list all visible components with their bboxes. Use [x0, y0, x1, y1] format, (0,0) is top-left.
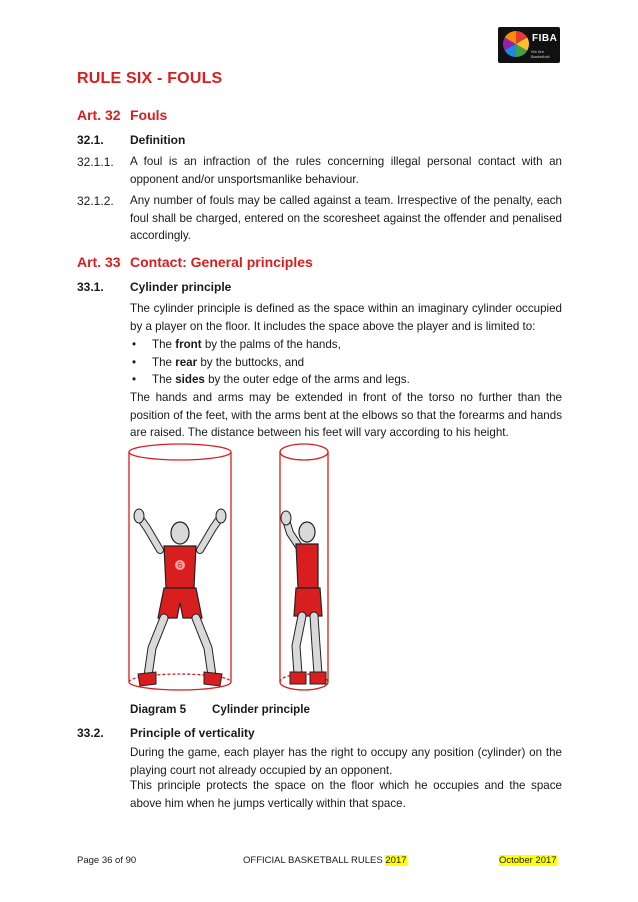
s33-2-p1: During the game, each player has the right to occupy any position (cylinder) on the playing court not already occupied by an opponent.: [130, 746, 562, 777]
front-player-figure: [134, 509, 226, 686]
footer-year: 2017: [385, 855, 407, 866]
limits-list: [130, 336, 562, 389]
s32-1-1-number: 32.1.1.: [77, 155, 114, 169]
footer-date: October 2017: [499, 855, 557, 866]
art33-title: Contact: General principles: [130, 254, 313, 270]
page-number: Page 36 of 90: [77, 855, 137, 866]
logo-text: FIBA: [532, 33, 558, 44]
s33-1-intro: The cylinder principle is defined as the space within an imaginary cylinder occupied by a player on the floor. It includes the space above the player and is limited to:: [130, 302, 562, 333]
s32-1-2-number: 32.1.2.: [77, 194, 114, 208]
art32-number: Art. 32: [77, 107, 121, 123]
art32-title: Fouls: [130, 107, 168, 123]
s33-2-title: Principle of verticality: [130, 726, 255, 740]
s32-1-title: Definition: [130, 133, 186, 147]
logo-tagline: We Are Basketball: [531, 49, 550, 59]
s33-1-number: 33.1.: [77, 280, 104, 294]
side-player-figure: [281, 511, 326, 684]
rule-title: RULE SIX - FOULS: [77, 70, 223, 87]
basketball-logo-icon: [503, 31, 529, 57]
s32-1-1-text: A foul is an infraction of the rules concerning illegal personal contact with an opponent and/or unsportsmanlike behaviour.: [130, 155, 562, 186]
list-item: • The front by the palms of the hands,: [130, 336, 562, 354]
diagram-label: Diagram 5: [130, 703, 187, 716]
art33-number: Art. 33: [77, 254, 121, 270]
list-item: • The rear by the buttocks, and: [130, 354, 562, 372]
s32-1-number: 32.1.: [77, 133, 104, 147]
jersey-number: 6: [177, 561, 183, 570]
cylinder-illustration: [120, 438, 350, 698]
s33-2-number: 33.2.: [77, 726, 104, 740]
s32-1-2-text: Any number of fouls may be called against a team. Irrespective of the penalty, each foul shall be charged, entered on the scoresheet against the offender and penalised accordingly.: [130, 194, 562, 243]
s33-2-p2: This principle protects the space on the floor which he occupies and the space above him when he jumps vertically within that space.: [130, 779, 562, 810]
list-item: • The sides by the outer edge of the arms and legs.: [130, 371, 562, 389]
diagram-caption: Cylinder principle: [212, 703, 310, 716]
s33-1-after: The hands and arms may be extended in front of the torso no further than the position of the feet, with the arms bent at the elbows so that the forearms and hands are raised. The distance between his feet will vary according to his height.: [130, 391, 562, 440]
footer-doc-title: OFFICIAL BASKETBALL RULES 2017: [243, 855, 407, 866]
s33-1-title: Cylinder principle: [130, 280, 232, 294]
fiba-logo: [498, 27, 560, 63]
